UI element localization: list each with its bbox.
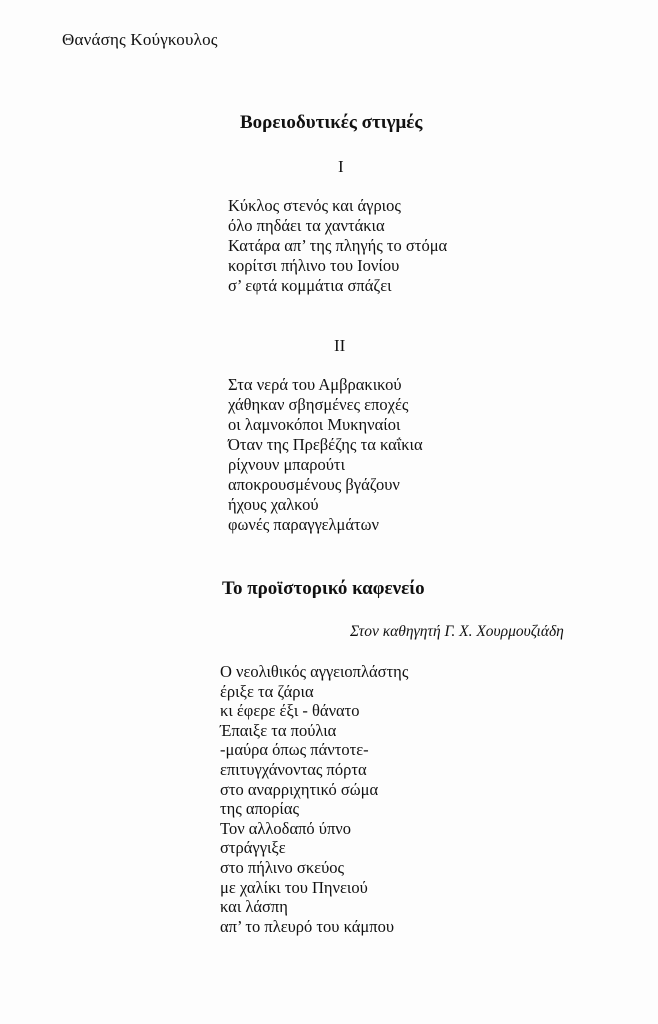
poem-line: κι έφερε έξι - θάνατο [220, 701, 360, 721]
poem-line: της απορίας [220, 799, 299, 819]
poem-line: Έπαιξε τα πούλια [220, 720, 337, 740]
poem-dedication: Στον καθηγητή Γ. Χ. Χουρμουζιάδη [350, 623, 564, 640]
author-header: Θανάσης Κούγκουλος [62, 30, 218, 49]
poem-line: -μαύρα όπως πάντοτε- [220, 740, 369, 760]
poem-line: Ο νεολιθικός αγγειοπλάστης [220, 662, 409, 681]
poem-line: οι λαμνοκόποι Μυκηναίοι [228, 415, 401, 434]
poem-line: Κύκλος στενός και άγριος [228, 196, 401, 215]
poem-line: όλο πηδάει τα χαντάκια [228, 216, 385, 235]
section-number-1: I [338, 157, 344, 176]
poem-line: στράγγιξε [220, 838, 286, 858]
poem-line: ρίχνουν μπαρούτι [228, 455, 346, 474]
poem-line: φωνές παραγγελμάτων [228, 515, 379, 534]
poem-line: με χαλίκι του Πηνειού [220, 877, 368, 897]
poem-line: σ’ εφτά κομμάτια σπάζει [228, 276, 392, 295]
poem-line: έριξε τα ζάρια [220, 681, 314, 701]
poem-line: επιτυγχάνοντας πόρτα [220, 759, 367, 779]
poem-line: χάθηκαν σβησμένες εποχές [228, 395, 409, 414]
poem-title-kafeneio: Το προϊστορικό καφενείο [222, 578, 425, 599]
poem-line: και λάσπη [220, 897, 288, 917]
stanza-section-1 [228, 196, 447, 296]
stanza-kafeneio [220, 662, 408, 936]
poem-line: Όταν της Πρεβέζης τα καΐκια [228, 435, 423, 454]
stanza-section-2 [228, 375, 423, 535]
poem-line: Κατάρα απ’ της πληγής το στόμα [228, 236, 448, 255]
poem-line: Στα νερά του Αμβρακικού [228, 375, 402, 394]
poem-line: ήχους χαλκού [228, 495, 319, 514]
section-number-2: II [334, 336, 346, 355]
poem-line: Τον αλλοδαπό ύπνο [220, 818, 352, 838]
poem-line: αποκρουσμένους βγάζουν [228, 475, 400, 494]
poem-line: στο πήλινο σκεύος [220, 857, 345, 877]
poem-line: στο αναρριχητικό σώμα [220, 779, 379, 799]
poem-title-voreiodytikes: Βορειοδυτικές στιγμές [240, 112, 423, 133]
poem-line: κορίτσι πήλινο του Ιονίου [228, 256, 400, 275]
poem-line: απ’ το πλευρό του κάμπου [220, 916, 394, 936]
